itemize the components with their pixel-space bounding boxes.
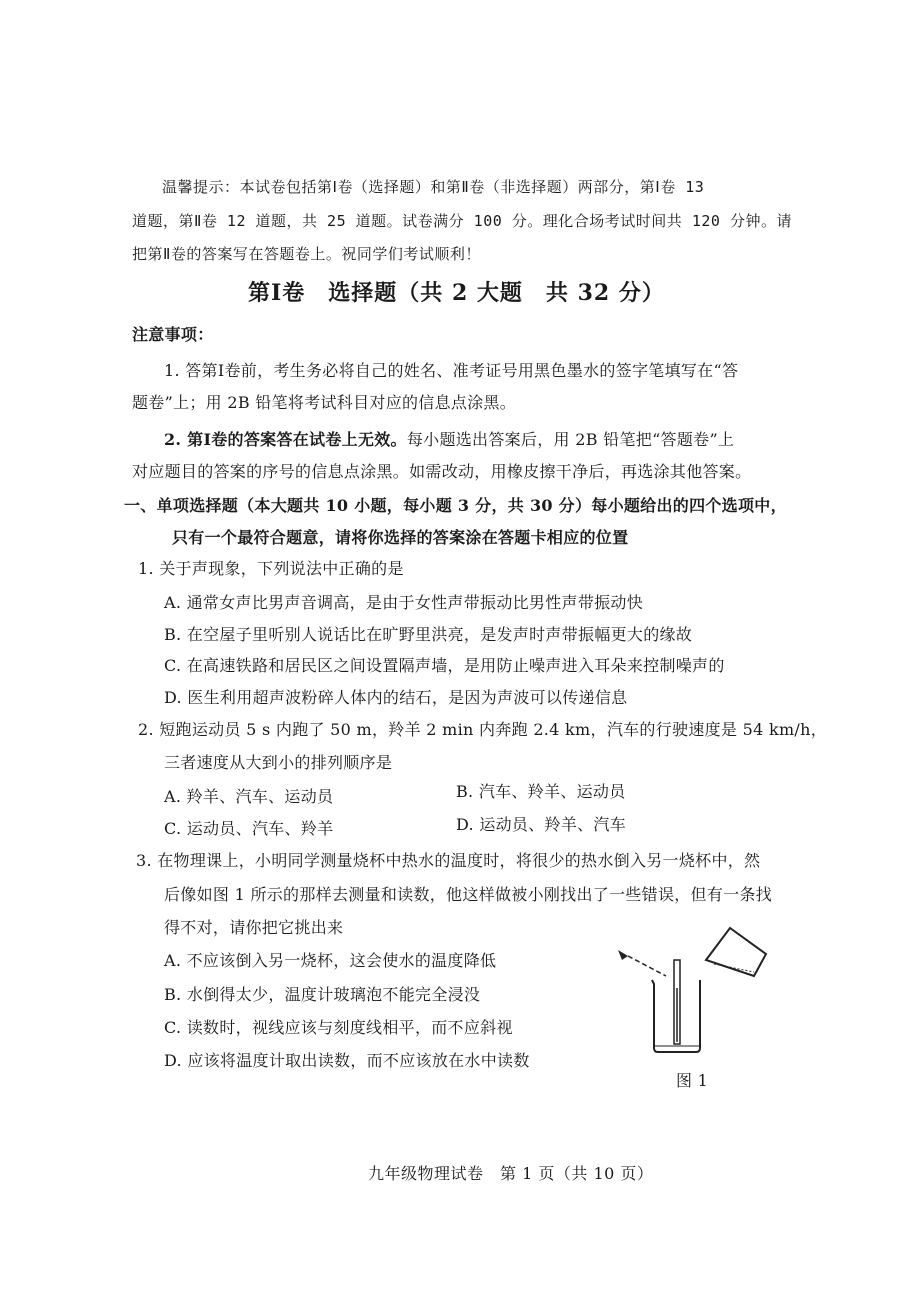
eye-icon (618, 950, 628, 960)
sight-line (628, 956, 666, 976)
attention-item-2-line-2: 对应题目的答案的序号的信息点涂黑。如需改动，用橡皮擦干净后，再选涂其他答案。 (132, 462, 752, 481)
attention-item-1-line-2: 题卷”上；用 2B 铅笔将考试科目对应的信息点涂黑。 (132, 393, 517, 412)
question-3-option-d: D. 应该将温度计取出读数，而不应该放在水中读数 (164, 1051, 530, 1070)
question-2-option-a: A. 羚羊、汽车、运动员 (164, 787, 334, 806)
attention-item-2-emphasis: 2. 第Ⅰ卷的答案答在试卷上无效。 (164, 430, 407, 449)
notice-line-2: 道题，第Ⅱ卷 12 道题，共 25 道题。试卷满分 100 分。理化合场考试时间共 120 分钟。请 (132, 212, 792, 230)
attention-item-2-rest: 每小题选出答案后，用 2B 铅笔把“答题卷”上 (406, 430, 735, 449)
part1-heading-line-1: 一、单项选择题（本大题共 10 小题，每小题 3 分，共 30 分）每小题给出的四个选项中， (124, 496, 787, 515)
question-3-option-b: B. 水倒得太少，温度计玻璃泡不能完全浸没 (164, 985, 481, 1004)
question-2-option-b: B. 汽车、羚羊、运动员 (456, 782, 626, 801)
attention-heading: 注意事项： (132, 325, 214, 344)
figure-1-caption: 图 1 (676, 1071, 709, 1090)
pouring-beaker (706, 928, 766, 976)
question-2-option-c: C. 运动员、汽车、羚羊 (164, 819, 334, 838)
attention-item-1-line-1: 1. 答第Ⅰ卷前，考生务必将自己的姓名、准考证号用黑色墨水的签字笔填写在“答 (164, 361, 739, 380)
question-1-option-c: C. 在高速铁路和居民区之间设置隔声墙，是用防止噪声进入耳朵来控制噪声的 (164, 656, 725, 675)
figure-1-beaker-thermometer (604, 918, 784, 1068)
question-3-option-c: C. 读数时，视线应该与刻度线相平，而不应斜视 (164, 1018, 513, 1037)
question-1-stem: 1. 关于声现象，下列说法中正确的是 (138, 559, 404, 578)
question-1-option-b: B. 在空屋子里听别人说话比在旷野里洪亮，是发声时声带振幅更大的缘故 (164, 625, 693, 644)
notice-line-1: 温馨提示：本试卷包括第Ⅰ卷（选择题）和第Ⅱ卷（非选择题）两部分，第Ⅰ卷 13 (162, 178, 705, 196)
question-2-stem-line-2: 三者速度从大到小的排列顺序是 (164, 753, 393, 772)
question-2-option-d: D. 运动员、羚羊、汽车 (456, 815, 627, 834)
question-1-option-d: D. 医生利用超声波粉碎人体内的结石，是因为声波可以传递信息 (164, 688, 628, 707)
part1-heading-line-2: 只有一个最符合题意，请将你选择的答案涂在答题卡相应的位置 (172, 528, 629, 547)
beaker (652, 980, 700, 1052)
question-3-stem-line-1: 3. 在物理课上，小明同学测量烧杯中热水的温度时，将很少的热水倒入另一烧杯中，然 (136, 851, 761, 870)
page-footer: 九年级物理试卷 第 1 页（共 10 页） (368, 1164, 654, 1183)
question-1-option-a: A. 通常女声比男声音调高，是由于女性声带振动比男性声带振动快 (164, 593, 644, 612)
question-3-option-a: A. 不应该倒入另一烧杯，这会使水的温度降低 (164, 951, 497, 970)
notice-line-3: 把第Ⅱ卷的答案写在答题卷上。祝同学们考试顺利！ (132, 245, 481, 263)
question-3-stem-line-2: 后像如图 1 所示的那样去测量和读数，他这样做被小刚找出了一些错误，但有一条找 (164, 885, 773, 904)
question-2-stem-line-1: 2. 短跑运动员 5 s 内跑了 50 m，羚羊 2 min 内奔跑 2.4 km，汽车的行驶速度是 54 km/h， (138, 720, 828, 739)
attention-item-2-line-1 (164, 427, 734, 450)
section-title: 第Ⅰ卷 选择题（共 2 大题 共 32 分） (248, 280, 665, 306)
question-3-stem-line-3: 得不对，请你把它挑出来 (164, 918, 344, 937)
